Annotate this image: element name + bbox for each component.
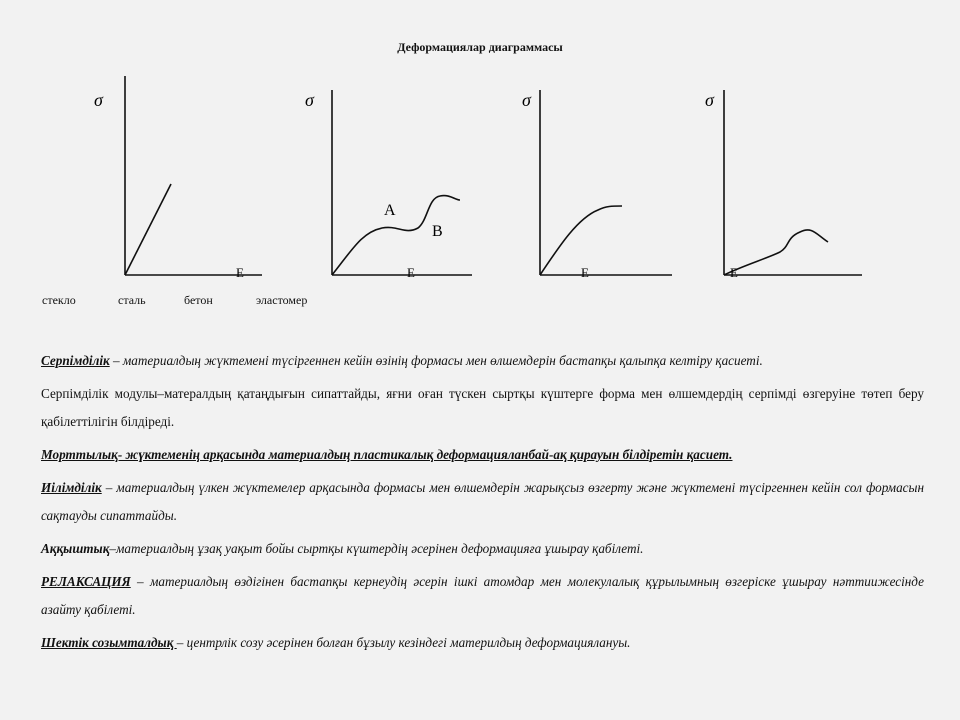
diagram-2-point-b: B: [432, 223, 443, 240]
diagram-4-x-label: E: [730, 265, 738, 280]
page-title: Деформациялар диаграммасы: [397, 40, 563, 54]
definitions: [41, 347, 924, 662]
diagram-4-y-label: σ: [705, 90, 714, 110]
definition-term: Морттылық- жүктеменің арқасында материалдың пластикалық деформацияланбай-ақ қирауын білдіретін қасиет.: [41, 447, 733, 462]
definition-text: – материалдың жүктемені түсіргеннен кейін өзінің формасы мен өлшемдерін бастапқы қалыпқа келтіру қасиеті.: [109, 353, 763, 368]
caption-steel: сталь: [118, 293, 146, 307]
diagram-1-x-label: E: [236, 265, 244, 280]
diagram-1-y-label: σ: [94, 90, 103, 110]
definition-elasticity: [41, 347, 924, 375]
diagram-2-point-a: A: [384, 202, 396, 219]
diagram-2-x-label: E: [407, 265, 415, 280]
definition-term: Серпімділік: [41, 353, 110, 368]
diagram-3-x-label: E: [581, 265, 589, 280]
caption-glass: стекло: [42, 293, 76, 307]
definition-text: Серпімділік модулы–матералдың қатаңдығын сипаттайды, яғни оған түскен сыртқы күштерге форма мен өлшемдердің серпімді өзгеруіне төтеп беру қабілеттілігін білдіреді.: [41, 386, 924, 429]
definition-term: Шектік созымталдық: [41, 635, 177, 650]
definition-ultimate-elongation: [41, 629, 924, 657]
definition-term: РЕЛАКСАЦИЯ: [41, 574, 131, 589]
diagram-1-curve: [125, 184, 171, 275]
diagram-2-y-label: σ: [305, 90, 314, 110]
definition-brittleness: [41, 441, 924, 469]
definition-elastic-modulus: [41, 380, 924, 436]
definition-relaxation: [41, 568, 924, 624]
diagram-3-y-label: σ: [522, 90, 531, 110]
definition-creep: [41, 535, 924, 563]
definition-text: – центрлік созу әсерінен болған бұзылу кезіндегі материлдың деформациялануы.: [176, 635, 631, 650]
diagram-4-curve: [724, 230, 828, 275]
caption-elastomer: эластомер: [256, 293, 308, 307]
deformation-diagrams: [0, 70, 960, 290]
caption-concrete: бетон: [184, 293, 213, 307]
definition-text: –материалдың ұзақ уақыт бойы сыртқы күштердің әсерінен деформацияға ұшырау қабілеті.: [109, 541, 644, 556]
definition-text: – материалдың үлкен жүктемелер арқасында формасы мен өлшемдерін жарықсыз өзгерту және жүктемені түсіргеннен кейін сол формасын сақтауды сипаттайды.: [41, 480, 924, 523]
definition-text: – материалдың өздігінен бастапқы кернеудің әсерін ішкі атомдар мен молекулалық құрылымның өзгеріске ұшырау нәттиижесінде азайту қабілеті.: [41, 574, 924, 617]
definition-term: Иілімділік: [41, 480, 102, 495]
definition-term: Аққыштық: [41, 541, 110, 556]
definition-plasticity: [41, 474, 924, 530]
